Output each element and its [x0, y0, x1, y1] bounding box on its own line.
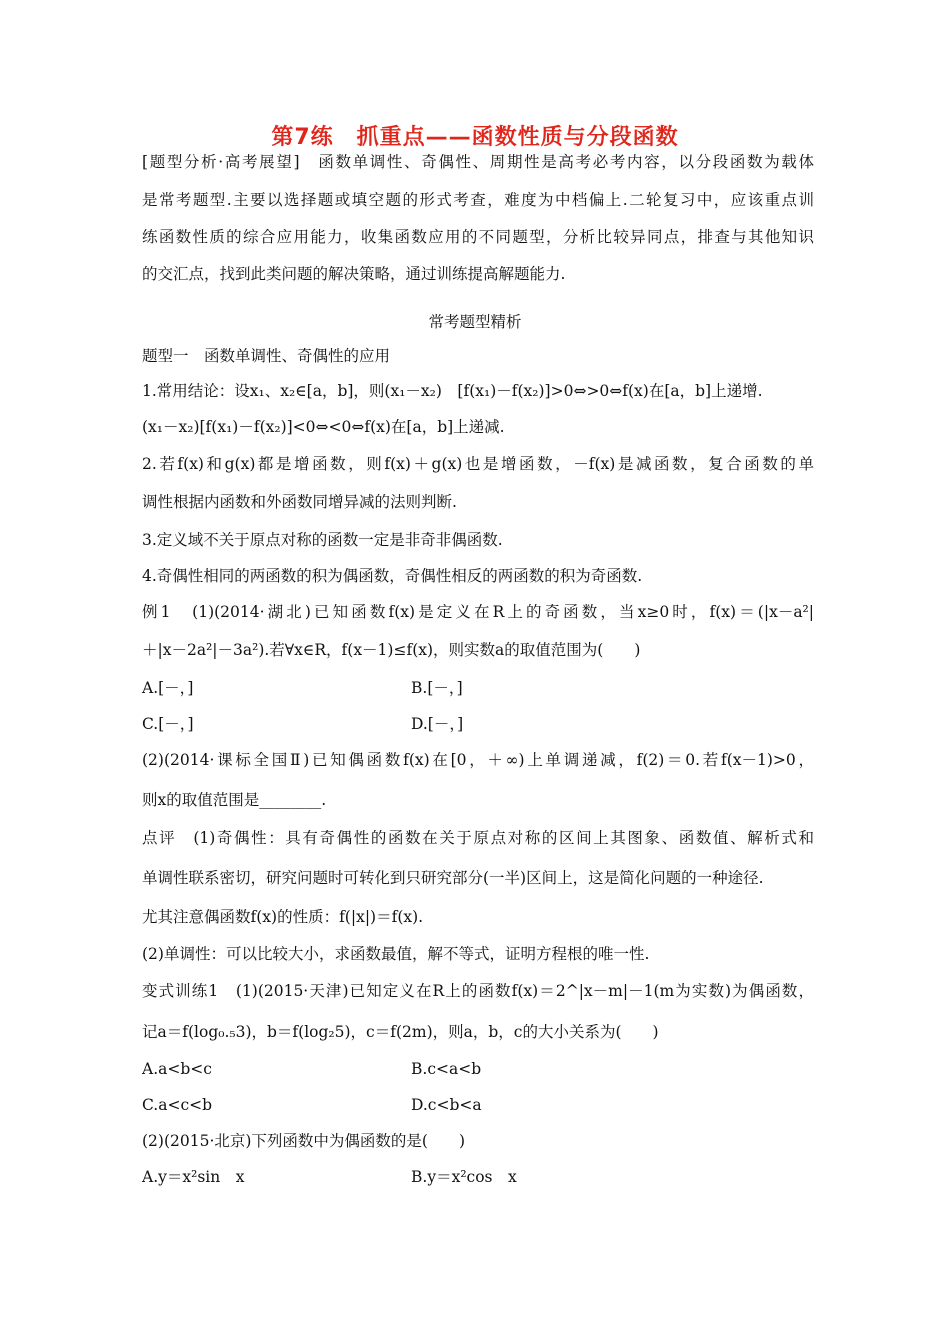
- point-3: 3.定义域不关于原点对称的函数一定是非奇非偶函数.: [142, 531, 503, 549]
- comment-line-2: 单调性联系密切，研究问题时可转化到只研究部分(一半)区间上，这是简化问题的一种途径.: [142, 869, 764, 887]
- type1-heading: 题型一 函数单调性、奇偶性的应用: [142, 347, 391, 365]
- variant-1-question-2: (2)(2015·北京)下列函数中为偶函数的是( ): [142, 1132, 466, 1150]
- example-1-option-a: A.[－，]: [142, 679, 194, 697]
- variant-1-q2-option-b: B.y＝x²cos x: [411, 1168, 517, 1186]
- example-1-question-2-line-1: (2)(2014·课标全国Ⅱ)已知偶函数f(x)在[0，＋∞)上单调递减，f(2)＝0.若f(x－1)>0，: [142, 751, 814, 769]
- variant-1-option-d: D.c<b<a: [411, 1096, 482, 1114]
- example-1-option-b: B.[－，]: [411, 679, 463, 697]
- point-2-line-1: 2.若f(x)和g(x)都是增函数，则f(x)＋g(x)也是增函数，－f(x)是减函数，复合函数的单: [142, 455, 814, 473]
- point-2-line-2: 调性根据内函数和外函数同增异减的法则判断.: [142, 493, 457, 511]
- intro-line-2: 是常考题型.主要以选择题或填空题的形式考查，难度为中档偏上.二轮复习中，应该重点训: [142, 191, 814, 209]
- variant-1-option-b: B.c<a<b: [411, 1060, 482, 1078]
- comment-line-3: 尤其注意偶函数f(x)的性质：f(|x|)＝f(x).: [142, 908, 424, 926]
- variant-1-question-1-line-1: 变式训练1 (1)(2015·天津)已知定义在R上的函数f(x)＝2^|x－m|－1(m为实数)为偶函数，: [142, 982, 814, 1000]
- page-title: 第7练 抓重点——函数性质与分段函数: [271, 125, 679, 150]
- variant-1-q2-option-a: A.y＝x²sin x: [142, 1168, 245, 1186]
- intro-line-3: 练函数性质的综合应用能力，收集函数应用的不同题型，分析比较异同点，排查与其他知识: [142, 228, 814, 246]
- point-1-line-2: (x₁－x₂)[f(x₁)－f(x₂)]<0⇔<0⇔f(x)在[a，b]上递减.: [142, 418, 505, 436]
- intro-line-1: [题型分析·高考展望] 函数单调性、奇偶性、周期性是高考必考内容，以分段函数为载体: [142, 153, 814, 171]
- variant-1-question-1-line-2: 记a＝f(log₀.₅3)，b＝f(log₂5)，c＝f(2m)，则a，b，c的大小关系为( ): [142, 1023, 659, 1041]
- variant-1-option-c: C.a<c<b: [142, 1096, 213, 1114]
- intro-line-4: 的交汇点，找到此类问题的解决策略，通过训练提高解题能力.: [142, 265, 566, 283]
- comment-line-4: (2)单调性：可以比较大小，求函数最值，解不等式，证明方程根的唯一性.: [142, 945, 650, 963]
- variant-1-option-a: A.a<b<c: [142, 1060, 212, 1078]
- example-1-question-2-line-2: 则x的取值范围是________.: [142, 791, 327, 809]
- point-1-line-1: 1.常用结论：设x₁、x₂∈[a，b]，则(x₁－x₂) [f(x₁)－f(x₂)]>0⇔>0⇔f(x)在[a，b]上递增.: [142, 382, 763, 400]
- example-1-option-c: C.[－，]: [142, 715, 194, 733]
- section-heading: 常考题型精析: [428, 313, 522, 331]
- example-1-question-1-line-1: 例1 (1)(2014·湖北)已知函数f(x)是定义在R上的奇函数，当x≥0时，f(x)＝(|x－a²|: [142, 603, 814, 621]
- example-1-question-1-line-2: ＋|x－2a²|－3a²).若∀x∈R，f(x－1)≤f(x)，则实数a的取值范围为( ): [142, 641, 641, 659]
- comment-line-1: 点评 (1)奇偶性：具有奇偶性的函数在关于原点对称的区间上其图象、函数值、解析式和: [142, 829, 814, 847]
- example-1-option-d: D.[－，]: [411, 715, 464, 733]
- point-4: 4.奇偶性相同的两函数的积为偶函数，奇偶性相反的两函数的积为奇函数.: [142, 567, 643, 585]
